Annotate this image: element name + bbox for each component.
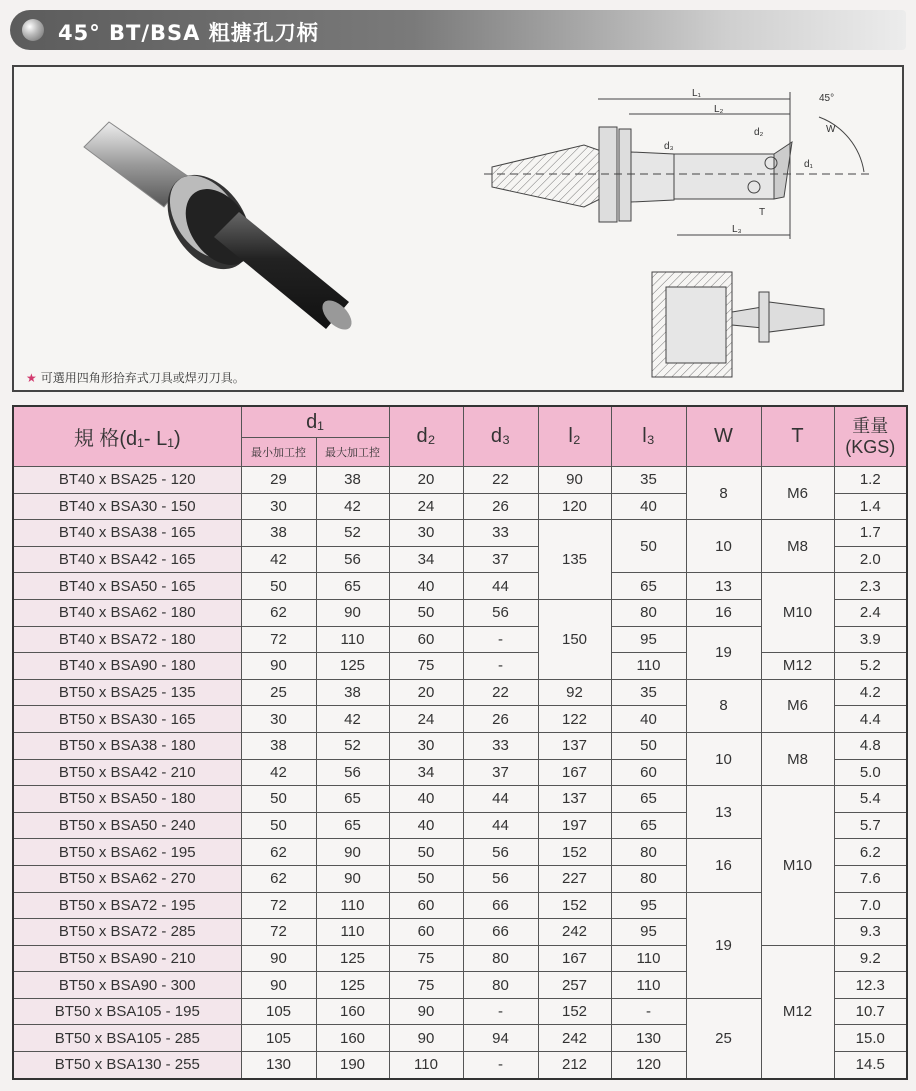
cell-l3: 120 — [611, 1052, 686, 1079]
cell-d1-max: 190 — [316, 1052, 389, 1079]
cell-spec: BT50 x BSA50 - 180 — [13, 786, 241, 813]
cell-spec: BT50 x BSA50 - 240 — [13, 812, 241, 839]
cell-l3: 60 — [611, 759, 686, 786]
header-l2: l₂ — [538, 406, 611, 467]
cell-spec: BT40 x BSA90 - 180 — [13, 653, 241, 680]
cell-d1-min: 72 — [241, 919, 316, 946]
cell-d1-max: 125 — [316, 972, 389, 999]
cell-t: M6 — [761, 467, 834, 520]
cell-d2: 30 — [389, 732, 463, 759]
cell-spec: BT50 x BSA105 - 195 — [13, 998, 241, 1025]
cell-l2: 152 — [538, 892, 611, 919]
cell-d3: - — [463, 626, 538, 653]
cell-d1-max: 52 — [316, 732, 389, 759]
cell-d1-min: 90 — [241, 945, 316, 972]
cell-l3: 80 — [611, 599, 686, 626]
star-icon: ★ — [26, 371, 37, 385]
cell-d2: 34 — [389, 546, 463, 573]
cell-l3: 35 — [611, 467, 686, 494]
cell-d3: 80 — [463, 945, 538, 972]
cell-l3: 110 — [611, 945, 686, 972]
label-angle: 45° — [819, 93, 835, 104]
cell-spec: BT40 x BSA42 - 165 — [13, 546, 241, 573]
cell-l2: 167 — [538, 945, 611, 972]
cell-l2: 90 — [538, 467, 611, 494]
cell-l3: 65 — [611, 573, 686, 600]
header-d1: d₁ — [241, 406, 389, 438]
cell-weight: 14.5 — [834, 1052, 907, 1079]
cell-spec: BT50 x BSA90 - 210 — [13, 945, 241, 972]
cell-l3: 80 — [611, 865, 686, 892]
cell-l3: 95 — [611, 626, 686, 653]
cell-d1-max: 56 — [316, 546, 389, 573]
cell-l2: 152 — [538, 998, 611, 1025]
cell-d2: 30 — [389, 520, 463, 547]
cell-d2: 40 — [389, 573, 463, 600]
cell-d3: 26 — [463, 493, 538, 520]
cell-l3: 95 — [611, 919, 686, 946]
cell-d1-min: 62 — [241, 599, 316, 626]
cell-d1-min: 105 — [241, 998, 316, 1025]
cell-spec: BT50 x BSA42 - 210 — [13, 759, 241, 786]
header-T: T — [761, 406, 834, 467]
cell-d3: 22 — [463, 467, 538, 494]
cell-spec: BT50 x BSA72 - 285 — [13, 919, 241, 946]
cell-spec: BT50 x BSA30 - 165 — [13, 706, 241, 733]
cell-l3: 130 — [611, 1025, 686, 1052]
cell-d1-min: 30 — [241, 493, 316, 520]
dimension-drawing — [484, 92, 874, 377]
cell-d1-min: 42 — [241, 546, 316, 573]
cell-d3: 56 — [463, 599, 538, 626]
cell-d3: 44 — [463, 812, 538, 839]
cell-d1-min: 50 — [241, 786, 316, 813]
cell-spec: BT40 x BSA25 - 120 — [13, 467, 241, 494]
cell-d3: 80 — [463, 972, 538, 999]
header-d2: d₂ — [389, 406, 463, 467]
cell-l2: 227 — [538, 865, 611, 892]
cell-d2: 34 — [389, 759, 463, 786]
cell-d1-max: 110 — [316, 919, 389, 946]
cell-d1-min: 50 — [241, 812, 316, 839]
cell-d1-min: 30 — [241, 706, 316, 733]
cell-d3: 33 — [463, 732, 538, 759]
cell-l3: - — [611, 998, 686, 1025]
cell-weight: 9.3 — [834, 919, 907, 946]
table-row — [13, 786, 907, 813]
cell-d1-max: 65 — [316, 786, 389, 813]
cell-d1-min: 50 — [241, 573, 316, 600]
cell-l3: 40 — [611, 493, 686, 520]
cell-spec: BT50 x BSA25 - 135 — [13, 679, 241, 706]
cell-d1-min: 130 — [241, 1052, 316, 1079]
cell-d2: 40 — [389, 812, 463, 839]
cell-weight: 1.2 — [834, 467, 907, 494]
cell-d3: - — [463, 998, 538, 1025]
spec-table — [12, 405, 908, 1080]
cell-w: 25 — [686, 998, 761, 1078]
cell-d1-min: 72 — [241, 892, 316, 919]
cell-l2: 122 — [538, 706, 611, 733]
cell-d2: 50 — [389, 865, 463, 892]
cell-l2: 137 — [538, 786, 611, 813]
cell-l3: 65 — [611, 786, 686, 813]
cell-spec: BT40 x BSA72 - 180 — [13, 626, 241, 653]
cell-d1-max: 56 — [316, 759, 389, 786]
cell-t: M10 — [761, 786, 834, 946]
cell-d3: 22 — [463, 679, 538, 706]
table-row — [13, 679, 907, 706]
cell-l3: 65 — [611, 812, 686, 839]
header-W: W — [686, 406, 761, 467]
cell-d3: 44 — [463, 786, 538, 813]
cell-weight: 4.4 — [834, 706, 907, 733]
bullet-ball-icon — [22, 19, 44, 41]
cell-d3: 56 — [463, 839, 538, 866]
cell-t: M8 — [761, 732, 834, 785]
cell-weight: 5.7 — [834, 812, 907, 839]
cell-t: M12 — [761, 653, 834, 680]
cell-l3: 95 — [611, 892, 686, 919]
cell-l3: 35 — [611, 679, 686, 706]
cell-weight: 2.4 — [834, 599, 907, 626]
cell-d3: 94 — [463, 1025, 538, 1052]
cell-spec: BT40 x BSA50 - 165 — [13, 573, 241, 600]
cell-w: 16 — [686, 839, 761, 892]
cell-weight: 4.2 — [834, 679, 907, 706]
cell-l2: 152 — [538, 839, 611, 866]
cell-l2: 242 — [538, 1025, 611, 1052]
cell-weight: 9.2 — [834, 945, 907, 972]
cell-d1-min: 62 — [241, 839, 316, 866]
header-d1-max: 最大加工控 — [316, 438, 389, 467]
table-row — [13, 467, 907, 494]
cell-d3: 33 — [463, 520, 538, 547]
cell-d1-min: 72 — [241, 626, 316, 653]
cell-d1-max: 90 — [316, 599, 389, 626]
cell-d3: 37 — [463, 546, 538, 573]
label-W: W — [826, 124, 836, 135]
cell-spec: BT40 x BSA62 - 180 — [13, 599, 241, 626]
cell-spec: BT50 x BSA62 - 195 — [13, 839, 241, 866]
cell-d2: 20 — [389, 679, 463, 706]
header-weight: 重量 (KGS) — [834, 406, 907, 467]
cell-d1-max: 65 — [316, 812, 389, 839]
label-d2: d₂ — [754, 127, 764, 138]
cell-spec: BT40 x BSA30 - 150 — [13, 493, 241, 520]
cell-d2: 75 — [389, 653, 463, 680]
cell-l3: 110 — [611, 972, 686, 999]
cell-weight: 5.2 — [834, 653, 907, 680]
cell-d1-max: 110 — [316, 626, 389, 653]
cell-t: M12 — [761, 945, 834, 1078]
label-L3: L₃ — [732, 224, 742, 235]
cell-d2: 40 — [389, 786, 463, 813]
cell-w: 8 — [686, 679, 761, 732]
header-d3: d₃ — [463, 406, 538, 467]
table-row — [13, 573, 907, 600]
cell-d1-min: 105 — [241, 1025, 316, 1052]
cell-d1-min: 90 — [241, 972, 316, 999]
cell-t: M6 — [761, 679, 834, 732]
cell-spec: BT50 x BSA130 - 255 — [13, 1052, 241, 1079]
cell-d1-min: 62 — [241, 865, 316, 892]
cell-d1-max: 38 — [316, 679, 389, 706]
cell-w: 13 — [686, 573, 761, 600]
cell-d2: 75 — [389, 945, 463, 972]
cell-t: M10 — [761, 573, 834, 653]
cell-w: 8 — [686, 467, 761, 520]
cell-d1-max: 52 — [316, 520, 389, 547]
cell-l2: 120 — [538, 493, 611, 520]
cell-d1-min: 38 — [241, 520, 316, 547]
cell-d1-max: 160 — [316, 998, 389, 1025]
cell-weight: 7.0 — [834, 892, 907, 919]
table-row — [13, 520, 907, 547]
cell-d1-max: 160 — [316, 1025, 389, 1052]
cell-l2: 92 — [538, 679, 611, 706]
cell-l2: 137 — [538, 732, 611, 759]
cell-spec: BT40 x BSA38 - 165 — [13, 520, 241, 547]
cell-d2: 24 — [389, 493, 463, 520]
cell-weight: 3.9 — [834, 626, 907, 653]
cell-l3: 50 — [611, 520, 686, 573]
header-l3: l₃ — [611, 406, 686, 467]
cell-d1-min: 29 — [241, 467, 316, 494]
cell-l2: 212 — [538, 1052, 611, 1079]
label-T: T — [759, 207, 766, 218]
cell-d2: 60 — [389, 892, 463, 919]
cell-spec: BT50 x BSA62 - 270 — [13, 865, 241, 892]
cell-d3: 37 — [463, 759, 538, 786]
cell-d2: 90 — [389, 1025, 463, 1052]
cell-w: 10 — [686, 732, 761, 785]
cell-d2: 60 — [389, 919, 463, 946]
cell-d2: 110 — [389, 1052, 463, 1079]
option-note-text: 可選用四角形拾弃式刀具或焊刃刀具。 — [40, 371, 245, 385]
cell-d2: 60 — [389, 626, 463, 653]
cell-weight: 12.3 — [834, 972, 907, 999]
cell-weight: 5.4 — [834, 786, 907, 813]
spec-table-body — [13, 467, 907, 1079]
cell-d1-max: 90 — [316, 839, 389, 866]
cell-l2: 197 — [538, 812, 611, 839]
cell-l2: 167 — [538, 759, 611, 786]
cell-weight: 6.2 — [834, 839, 907, 866]
cell-d2: 50 — [389, 839, 463, 866]
header-spec: 規 格(d₁- L₁) — [13, 406, 241, 467]
cell-d1-max: 65 — [316, 573, 389, 600]
cell-d1-min: 25 — [241, 679, 316, 706]
cell-d1-max: 125 — [316, 945, 389, 972]
cell-d1-max: 38 — [316, 467, 389, 494]
cell-d1-max: 42 — [316, 706, 389, 733]
cell-d3: 44 — [463, 573, 538, 600]
cell-w: 19 — [686, 626, 761, 679]
cell-w: 19 — [686, 892, 761, 998]
cell-weight: 10.7 — [834, 998, 907, 1025]
cell-l3: 50 — [611, 732, 686, 759]
cell-weight: 1.4 — [834, 493, 907, 520]
cell-weight: 5.0 — [834, 759, 907, 786]
cell-w: 13 — [686, 786, 761, 839]
option-note — [26, 369, 245, 386]
table-row — [13, 732, 907, 759]
cell-spec: BT50 x BSA105 - 285 — [13, 1025, 241, 1052]
label-L1: L₁ — [692, 88, 701, 99]
cell-spec: BT50 x BSA90 - 300 — [13, 972, 241, 999]
section-title-bar — [10, 10, 906, 50]
cell-l3: 110 — [611, 653, 686, 680]
cell-spec: BT50 x BSA72 - 195 — [13, 892, 241, 919]
label-d1: d₁ — [804, 159, 813, 170]
product-figure-panel — [12, 65, 904, 392]
cell-d1-max: 110 — [316, 892, 389, 919]
cell-weight: 2.0 — [834, 546, 907, 573]
cell-weight: 7.6 — [834, 865, 907, 892]
cell-d1-min: 90 — [241, 653, 316, 680]
cell-weight: 1.7 — [834, 520, 907, 547]
cell-d3: 66 — [463, 919, 538, 946]
cell-d1-max: 42 — [316, 493, 389, 520]
cell-l2: 135 — [538, 520, 611, 600]
cell-l2: 257 — [538, 972, 611, 999]
cell-weight: 4.8 — [834, 732, 907, 759]
cell-d2: 50 — [389, 599, 463, 626]
cell-l2: 150 — [538, 599, 611, 679]
cell-d2: 20 — [389, 467, 463, 494]
cell-w: 16 — [686, 599, 761, 626]
section-title: 45° BT/BSA 粗搪孔刀柄 — [58, 21, 319, 45]
cell-l3: 80 — [611, 839, 686, 866]
cell-d1-min: 42 — [241, 759, 316, 786]
cell-d3: - — [463, 653, 538, 680]
cell-d2: 24 — [389, 706, 463, 733]
cell-d3: 56 — [463, 865, 538, 892]
table-row — [13, 945, 907, 972]
cell-d1-min: 38 — [241, 732, 316, 759]
product-photo — [14, 67, 902, 390]
cell-weight: 15.0 — [834, 1025, 907, 1052]
label-L2: L₂ — [714, 104, 724, 115]
cell-l2: 242 — [538, 919, 611, 946]
cell-d3: 26 — [463, 706, 538, 733]
cell-weight: 2.3 — [834, 573, 907, 600]
cell-d1-max: 125 — [316, 653, 389, 680]
cell-d3: 66 — [463, 892, 538, 919]
cell-w: 10 — [686, 520, 761, 573]
cell-l3: 40 — [611, 706, 686, 733]
table-row — [13, 653, 907, 680]
cell-d3: - — [463, 1052, 538, 1079]
header-d1-min: 最小加工控 — [241, 438, 316, 467]
cell-d2: 75 — [389, 972, 463, 999]
cell-d1-max: 90 — [316, 865, 389, 892]
cell-spec: BT50 x BSA38 - 180 — [13, 732, 241, 759]
cell-d2: 90 — [389, 998, 463, 1025]
cell-t: M8 — [761, 520, 834, 573]
label-d3: d₃ — [664, 141, 674, 152]
